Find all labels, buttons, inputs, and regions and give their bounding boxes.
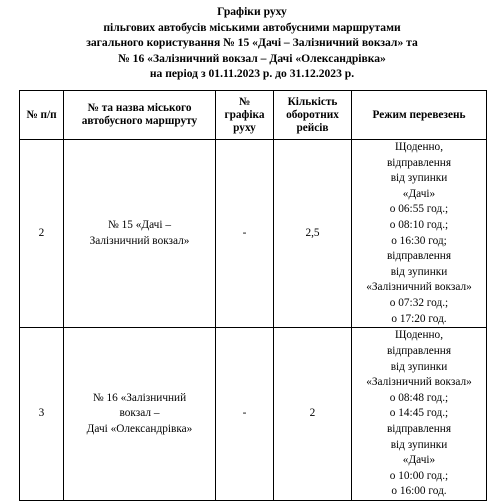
regime-line: від зупинки [390, 172, 448, 185]
regime-line: відправлення [386, 156, 452, 169]
route-name [64, 328, 216, 501]
title-line-2: пільгових автобусів міськими автобусними маршрутами [103, 20, 401, 34]
header-regime: Режим перевезень [352, 91, 487, 140]
title-line-1: Графіки руху [217, 5, 287, 18]
title-line-3: загального користування № 15 «Дачі – Залізничний вокзал» та [86, 36, 418, 50]
regime-line: «Дачі» [402, 454, 436, 467]
regime-line: о 17:20 год. [391, 312, 447, 325]
table-header-row [20, 91, 487, 140]
regime-line: відправлення [386, 344, 452, 357]
regime-line: відправлення [386, 250, 452, 263]
route-name-line: Залізничний вокзал» [89, 234, 190, 247]
trip-count: 2 [274, 328, 352, 501]
transport-regime [352, 140, 487, 328]
title-line-5: на період з 01.11.2023 р. до 31.12.2023 р. [149, 67, 355, 81]
regime-line: о 08:10 год.; [389, 218, 449, 231]
regime-line: «Залізничний вокзал» [366, 281, 472, 294]
schedule-number: - [216, 140, 274, 328]
route-name-line: № 15 «Дачі – [108, 218, 171, 231]
regime-line: Щоденно, [394, 329, 444, 342]
route-name-line: вокзал – [119, 407, 160, 420]
schedule-number: - [216, 328, 274, 501]
regime-line: о 08:48 год.; [389, 391, 449, 404]
header-num: № п/п [20, 91, 64, 140]
regime-line: «Залізничний вокзал» [366, 376, 472, 389]
row-num: 2 [20, 140, 64, 328]
regime-line: о 16:00 год. [391, 485, 447, 498]
regime-line: від зупинки [390, 360, 448, 373]
regime-line: від зупинки [390, 265, 448, 278]
regime-line: о 14:45 год.; [389, 407, 449, 420]
regime-line: від зупинки [390, 438, 448, 451]
regime-line: о 07:32 год.; [389, 296, 449, 309]
table-row [20, 140, 487, 328]
regime-line: «Дачі» [402, 187, 436, 200]
schedule-table [19, 90, 487, 501]
row-num: 3 [20, 328, 64, 501]
header-trips: Кількість оборотних рейсів [274, 91, 352, 140]
transport-regime [352, 328, 487, 501]
document-title [0, 4, 504, 82]
regime-line: о 10:00 год.; [389, 469, 449, 482]
title-line-4: № 16 «Залізничний вокзал – Дачі «Олександрівка» [118, 51, 386, 65]
header-schedule-no: № графіка руху [216, 91, 274, 140]
trip-count: 2,5 [274, 140, 352, 328]
table-row [20, 328, 487, 501]
route-name [64, 140, 216, 328]
regime-line: відправлення [386, 422, 452, 435]
regime-line: Щоденно, [394, 141, 444, 153]
header-route: № та назва міського автобусного маршруту [64, 91, 216, 140]
regime-line: о 06:55 год.; [389, 203, 449, 216]
route-name-line: Дачі «Олександрівка» [86, 422, 193, 435]
regime-line: о 16:30 год; [391, 234, 447, 247]
route-name-line: № 16 «Залізничний [92, 391, 187, 404]
